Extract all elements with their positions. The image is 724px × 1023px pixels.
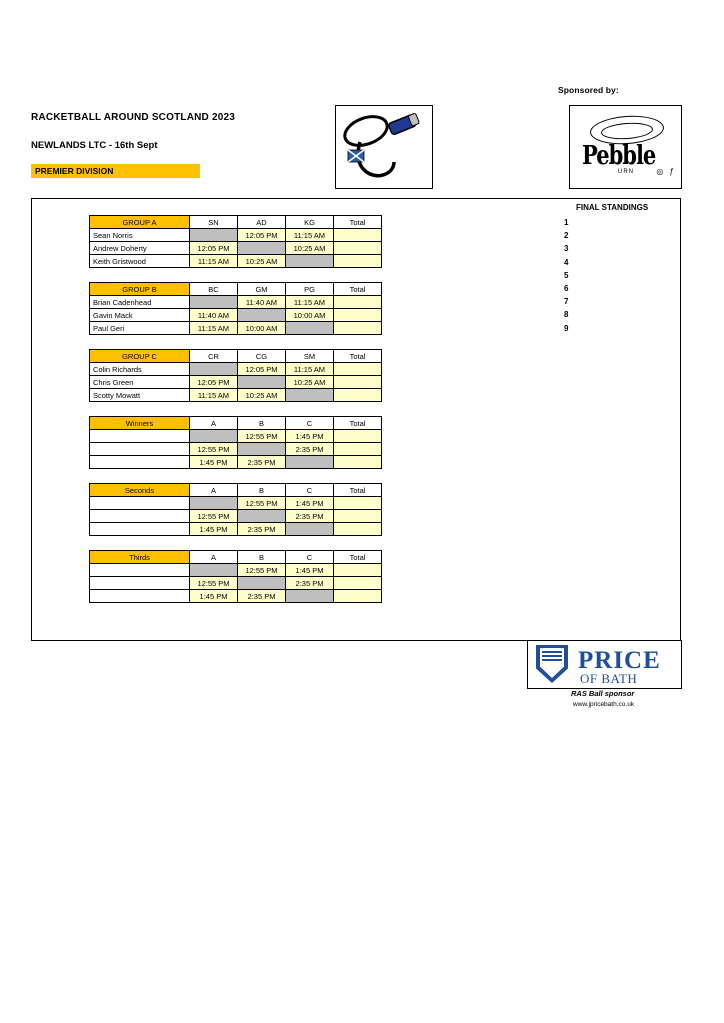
column-header-cell: B xyxy=(238,484,286,497)
table-row xyxy=(90,309,382,322)
player-name-cell[interactable] xyxy=(90,430,190,443)
match-time-cell[interactable] xyxy=(334,322,382,335)
blocked-cell xyxy=(286,255,334,268)
column-header-cell: SN xyxy=(190,216,238,229)
match-time-cell[interactable] xyxy=(334,229,382,242)
blocked-cell xyxy=(238,510,286,523)
pebble-wordmark: Pebble xyxy=(582,138,656,171)
pebble-sponsor-logo xyxy=(569,105,682,189)
sponsored-by-label: Sponsored by: xyxy=(558,85,619,95)
standing-position: 9 xyxy=(564,323,569,333)
group-title-cell: Winners xyxy=(90,417,190,430)
match-time-cell[interactable] xyxy=(334,510,382,523)
match-time-cell[interactable]: 10:25 AM xyxy=(286,376,334,389)
match-time-cell[interactable]: 10:25 AM xyxy=(286,242,334,255)
match-time-cell[interactable] xyxy=(334,430,382,443)
blocked-cell xyxy=(286,590,334,603)
table-row xyxy=(90,296,382,309)
player-name-cell[interactable]: Brian Cadenhead xyxy=(90,296,190,309)
column-header-cell: AD xyxy=(238,216,286,229)
table-row xyxy=(90,376,382,389)
group-table-group-c xyxy=(89,349,382,402)
division-banner: PREMIER DIVISION xyxy=(31,164,200,178)
player-name-cell[interactable] xyxy=(90,523,190,536)
column-header-cell: PG xyxy=(286,283,334,296)
blocked-cell xyxy=(190,296,238,309)
match-time-cell[interactable] xyxy=(334,577,382,590)
group-table-seconds xyxy=(89,483,382,536)
price-of-bath-logo xyxy=(527,640,682,689)
blocked-cell xyxy=(286,322,334,335)
match-time-cell[interactable]: 11:15 AM xyxy=(190,322,238,335)
player-name-cell[interactable]: Gavin Mack xyxy=(90,309,190,322)
match-time-cell[interactable]: 12:05 PM xyxy=(238,229,286,242)
racket-icon xyxy=(336,106,432,188)
standing-position: 5 xyxy=(564,270,569,280)
match-time-cell[interactable]: 12:05 PM xyxy=(190,242,238,255)
table-row xyxy=(90,577,382,590)
group-title-cell: Thirds xyxy=(90,551,190,564)
standing-position: 7 xyxy=(564,297,569,307)
match-time-cell[interactable]: 11:15 AM xyxy=(286,363,334,376)
match-time-cell[interactable] xyxy=(334,523,382,536)
blocked-cell xyxy=(238,577,286,590)
table-row xyxy=(90,229,382,242)
column-header-cell: GM xyxy=(238,283,286,296)
blocked-cell xyxy=(286,389,334,402)
player-name-cell[interactable] xyxy=(90,497,190,510)
player-name-cell[interactable] xyxy=(90,590,190,603)
column-header-cell: CR xyxy=(190,350,238,363)
match-time-cell[interactable]: 1:45 PM xyxy=(286,564,334,577)
match-time-cell[interactable] xyxy=(334,389,382,402)
table-header-row xyxy=(90,551,382,564)
group-title-cell: GROUP B xyxy=(90,283,190,296)
match-time-cell[interactable]: 12:55 PM xyxy=(238,430,286,443)
match-time-cell[interactable] xyxy=(334,497,382,510)
match-time-cell[interactable]: 12:05 PM xyxy=(238,363,286,376)
match-time-cell[interactable] xyxy=(334,590,382,603)
pebble-urn-label: URN xyxy=(618,169,634,175)
player-name-cell[interactable] xyxy=(90,510,190,523)
match-time-cell[interactable] xyxy=(334,255,382,268)
player-name-cell[interactable]: Paul Geri xyxy=(90,322,190,335)
column-header-cell: B xyxy=(238,551,286,564)
column-header-cell: A xyxy=(190,551,238,564)
column-header-cell: BC xyxy=(190,283,238,296)
match-time-cell[interactable]: 2:35 PM xyxy=(286,443,334,456)
table-header-row xyxy=(90,484,382,497)
group-table-group-b xyxy=(89,282,382,335)
final-standings-list xyxy=(564,216,604,335)
blocked-cell xyxy=(286,456,334,469)
crest-bars-icon xyxy=(542,651,562,663)
column-header-cell: Total xyxy=(334,216,382,229)
column-header-cell: Total xyxy=(334,551,382,564)
standing-position: 8 xyxy=(564,310,569,320)
racketball-logo xyxy=(335,105,433,189)
standing-position: 2 xyxy=(564,231,569,241)
table-row xyxy=(90,242,382,255)
match-time-cell[interactable]: 12:55 PM xyxy=(190,443,238,456)
match-time-cell[interactable]: 10:25 AM xyxy=(238,255,286,268)
match-time-cell[interactable]: 2:35 PM xyxy=(238,590,286,603)
blocked-cell xyxy=(238,309,286,322)
match-time-cell[interactable]: 1:45 PM xyxy=(286,430,334,443)
column-header-cell: C xyxy=(286,484,334,497)
match-time-cell[interactable] xyxy=(334,376,382,389)
table-row xyxy=(90,430,382,443)
match-time-cell[interactable]: 12:55 PM xyxy=(190,577,238,590)
table-header-row xyxy=(90,350,382,363)
blocked-cell xyxy=(286,523,334,536)
group-table-thirds xyxy=(89,550,382,603)
table-row xyxy=(90,510,382,523)
match-time-cell[interactable]: 11:40 AM xyxy=(238,296,286,309)
match-time-cell[interactable]: 1:45 PM xyxy=(190,523,238,536)
match-time-cell[interactable]: 11:15 AM xyxy=(286,296,334,309)
group-title-cell: GROUP A xyxy=(90,216,190,229)
match-time-cell[interactable]: 12:55 PM xyxy=(238,497,286,510)
price-of-bath-subtext: OF BATH xyxy=(580,671,638,686)
match-time-cell[interactable] xyxy=(334,309,382,322)
match-time-cell[interactable]: 2:35 PM xyxy=(286,577,334,590)
page-subtitle: NEWLANDS LTC - 16th Sept xyxy=(31,140,158,151)
column-header-cell: CG xyxy=(238,350,286,363)
match-time-cell[interactable]: 1:45 PM xyxy=(190,456,238,469)
player-name-cell[interactable]: Sean Norris xyxy=(90,229,190,242)
match-time-cell[interactable] xyxy=(334,564,382,577)
table-row xyxy=(90,322,382,335)
column-header-cell: Total xyxy=(334,417,382,430)
player-name-cell[interactable]: Colin Richards xyxy=(90,363,190,376)
column-header-cell: C xyxy=(286,417,334,430)
group-title-cell: GROUP C xyxy=(90,350,190,363)
match-time-cell[interactable]: 12:55 PM xyxy=(238,564,286,577)
blocked-cell xyxy=(238,242,286,255)
column-header-cell: KG xyxy=(286,216,334,229)
player-name-cell[interactable]: Scotty Mowatt xyxy=(90,389,190,402)
standing-position: 3 xyxy=(564,244,569,254)
match-time-cell[interactable]: 2:35 PM xyxy=(286,510,334,523)
match-time-cell[interactable]: 2:35 PM xyxy=(238,523,286,536)
group-table-winners xyxy=(89,416,382,469)
standing-position: 4 xyxy=(564,257,569,267)
price-wordmark: PRICE xyxy=(578,647,661,674)
player-name-cell[interactable]: Chris Green xyxy=(90,376,190,389)
player-name-cell[interactable]: Keith Gristwood xyxy=(90,255,190,268)
player-name-cell[interactable] xyxy=(90,564,190,577)
table-header-row xyxy=(90,216,382,229)
blocked-cell xyxy=(190,430,238,443)
table-row xyxy=(90,389,382,402)
player-name-cell[interactable]: Andrew Doherty xyxy=(90,242,190,255)
match-time-cell[interactable] xyxy=(334,242,382,255)
final-standings-title: FINAL STANDINGS xyxy=(576,203,649,212)
blocked-cell xyxy=(238,443,286,456)
column-header-cell: B xyxy=(238,417,286,430)
match-time-cell[interactable]: 12:05 PM xyxy=(190,376,238,389)
blocked-cell xyxy=(190,564,238,577)
ras-ball-sponsor-label: RAS Ball sponsor xyxy=(571,689,635,698)
blocked-cell xyxy=(190,363,238,376)
match-time-cell[interactable]: 10:00 AM xyxy=(238,322,286,335)
column-header-cell: Total xyxy=(334,283,382,296)
match-time-cell[interactable]: 10:00 AM xyxy=(286,309,334,322)
table-row xyxy=(90,497,382,510)
table-row xyxy=(90,590,382,603)
page-title: RACKETBALL AROUND SCOTLAND 2023 xyxy=(31,112,235,123)
match-time-cell[interactable]: 11:15 AM xyxy=(286,229,334,242)
standing-position: 6 xyxy=(564,283,569,293)
match-time-cell[interactable]: 11:15 AM xyxy=(190,389,238,402)
table-row xyxy=(90,363,382,376)
blocked-cell xyxy=(190,497,238,510)
player-name-cell[interactable] xyxy=(90,577,190,590)
table-row xyxy=(90,564,382,577)
match-time-cell[interactable]: 1:45 PM xyxy=(286,497,334,510)
match-time-cell[interactable] xyxy=(334,363,382,376)
pebble-social-icons: ◎ ƒ xyxy=(656,167,676,176)
group-title-cell: Seconds xyxy=(90,484,190,497)
column-header-cell: C xyxy=(286,551,334,564)
standing-position: 1 xyxy=(564,218,569,227)
group-table-group-a xyxy=(89,215,382,268)
match-time-cell[interactable]: 2:35 PM xyxy=(238,456,286,469)
player-name-cell[interactable] xyxy=(90,456,190,469)
column-header-cell: Total xyxy=(334,484,382,497)
match-time-cell[interactable] xyxy=(334,296,382,309)
blocked-cell xyxy=(190,229,238,242)
match-time-cell[interactable]: 11:40 AM xyxy=(190,309,238,322)
match-time-cell[interactable] xyxy=(334,456,382,469)
price-website-link[interactable]: www.jpricebath.co.uk xyxy=(573,701,635,708)
table-header-row xyxy=(90,283,382,296)
column-header-cell: Total xyxy=(334,350,382,363)
match-time-cell[interactable]: 1:45 PM xyxy=(190,590,238,603)
match-time-cell[interactable]: 12:55 PM xyxy=(190,510,238,523)
match-time-cell[interactable] xyxy=(334,443,382,456)
table-row xyxy=(90,255,382,268)
table-row xyxy=(90,456,382,469)
column-header-cell: SM xyxy=(286,350,334,363)
blocked-cell xyxy=(238,376,286,389)
table-header-row xyxy=(90,417,382,430)
table-row xyxy=(90,523,382,536)
column-header-cell: A xyxy=(190,417,238,430)
match-time-cell[interactable]: 10:25 AM xyxy=(238,389,286,402)
column-header-cell: A xyxy=(190,484,238,497)
table-row xyxy=(90,443,382,456)
match-time-cell[interactable]: 11:15 AM xyxy=(190,255,238,268)
player-name-cell[interactable] xyxy=(90,443,190,456)
